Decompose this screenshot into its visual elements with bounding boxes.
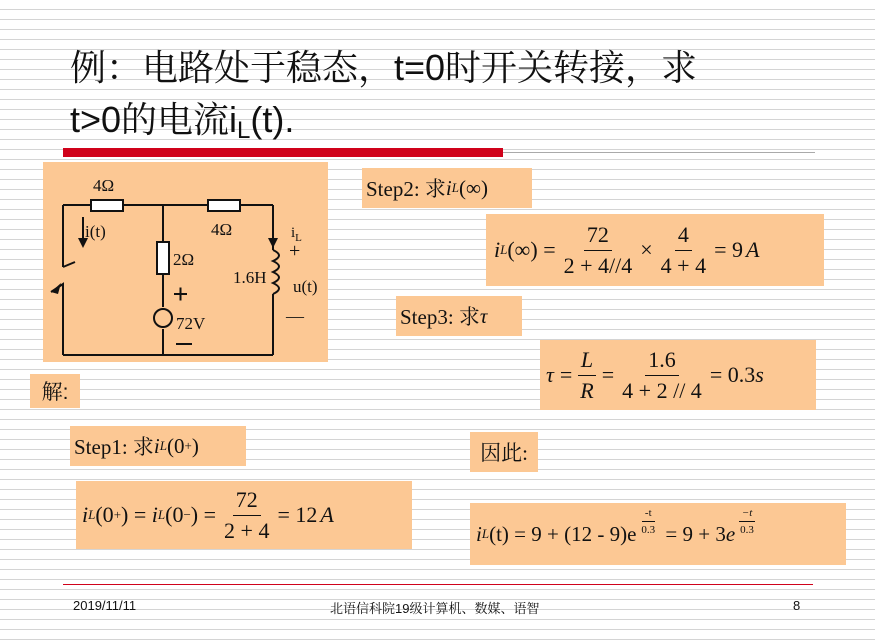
step2-eq-i: i bbox=[494, 237, 501, 262]
final-exponent-1 bbox=[638, 507, 658, 536]
step2-fraction-2 bbox=[658, 222, 709, 279]
footer-center-text: 北语信科院19级计算机、数媒、语智 bbox=[330, 601, 540, 616]
step2-eq-left: (∞) = bbox=[507, 237, 556, 262]
voltage-minus-label: — bbox=[286, 306, 304, 326]
final-eq-mid: = 9 + 3 bbox=[660, 521, 726, 546]
step1-eq-left-sub: + bbox=[113, 507, 122, 522]
step3-denominator-1: R bbox=[580, 377, 594, 403]
step3-fraction-1 bbox=[577, 347, 596, 404]
step1-eq-mid: ) = bbox=[121, 502, 152, 527]
step1-fraction bbox=[221, 487, 272, 544]
step3-eq-eq1: = bbox=[559, 362, 573, 387]
step1-eq-i2: i bbox=[151, 502, 158, 527]
step2-denominator-1: 2 + 4//4 bbox=[563, 252, 633, 278]
final-eq-left: (t) = 9 + (12 - 9)e bbox=[489, 521, 637, 546]
step3-equation bbox=[540, 340, 816, 410]
step1-expr-argsub: + bbox=[184, 438, 192, 453]
final-exp1-num: -t bbox=[642, 507, 655, 522]
step3-denominator-2: 4 + 2 // 4 bbox=[622, 377, 702, 403]
step1-eq-sub2: L bbox=[157, 507, 166, 522]
step1-eq-mid2: (0 bbox=[165, 502, 184, 527]
title-suffix: (t). bbox=[250, 99, 295, 140]
step1-eq-left: (0 bbox=[95, 502, 114, 527]
current-il-sub: L bbox=[295, 232, 302, 244]
step3-eq-eq2: = bbox=[601, 362, 615, 387]
step2-denominator-2: 4 + 4 bbox=[660, 252, 707, 278]
step2-expr-i: i bbox=[445, 175, 452, 200]
step2-fraction-1 bbox=[561, 222, 636, 279]
step1-unit: A bbox=[320, 502, 334, 527]
final-exp1-num-val: t bbox=[648, 507, 652, 519]
step3-numerator-1: L bbox=[578, 347, 596, 376]
step1-equation bbox=[76, 481, 412, 549]
step1-result: = 12 bbox=[277, 502, 318, 527]
resistor-mid-label: 4Ω bbox=[211, 220, 233, 239]
step1-expr-arg: (0 bbox=[167, 433, 185, 458]
voltage-u-label: u(t) bbox=[293, 277, 318, 296]
footer-rule bbox=[63, 584, 813, 585]
step1-eq-sub1: L bbox=[88, 507, 96, 522]
source-label: 72V bbox=[176, 314, 206, 333]
step1-eq-i1: i bbox=[82, 502, 89, 527]
page-title-line-1: 例：电路处于稳态，t=0时开关转接，求 bbox=[70, 47, 698, 88]
step1-expr-i: i bbox=[153, 433, 160, 458]
step1-eq-mid3: ) = bbox=[190, 502, 217, 527]
title-prefix: t>0的电流i bbox=[70, 99, 238, 140]
step2-equation bbox=[486, 214, 824, 286]
step2-unit: A bbox=[746, 237, 760, 262]
title-rule bbox=[503, 152, 815, 153]
step1-eq-mid2-sub: − bbox=[183, 507, 191, 522]
step1-expr-sub: L bbox=[159, 438, 167, 453]
step2-result: = 9 bbox=[714, 237, 744, 262]
current-il-main: i bbox=[291, 225, 296, 241]
step2-label bbox=[362, 168, 532, 208]
step1-expr-close: ) bbox=[191, 433, 199, 458]
step2-eq-sub: L bbox=[500, 242, 508, 257]
current-i-label: i(t) bbox=[85, 222, 106, 241]
step3-label-text: Step3: 求 bbox=[400, 305, 480, 329]
step3-fraction-2 bbox=[619, 347, 705, 404]
therefore-label: 因此: bbox=[470, 432, 538, 472]
step3-label bbox=[396, 296, 522, 336]
final-exponent-2 bbox=[737, 507, 757, 536]
final-eq-e: e bbox=[725, 521, 736, 546]
step1-label-text: Step1: 求 bbox=[74, 435, 154, 459]
final-exp1-den: 0.3 bbox=[641, 524, 656, 536]
step1-denominator: 2 + 4 bbox=[224, 517, 270, 543]
step1-label bbox=[70, 426, 246, 466]
final-exp2-num: −t bbox=[739, 507, 756, 522]
final-exp2-num-val: t bbox=[749, 507, 753, 519]
inductor-label: 1.6H bbox=[233, 268, 267, 287]
resistor-left-label: 2Ω bbox=[173, 250, 195, 269]
step3-unit: s bbox=[755, 362, 764, 387]
step2-expr-sub: L bbox=[451, 180, 459, 195]
step2-numerator-1: 72 bbox=[584, 222, 612, 251]
circuit-svg bbox=[43, 162, 328, 362]
voltage-plus-label: + bbox=[289, 240, 301, 262]
title-underline bbox=[63, 148, 503, 157]
final-exp2-den: 0.3 bbox=[740, 524, 754, 536]
step2-times: × bbox=[640, 237, 653, 262]
final-equation bbox=[470, 503, 846, 565]
footer-page-number: 8 bbox=[793, 598, 801, 613]
step2-numerator-2: 4 bbox=[675, 222, 692, 251]
step3-eq-tau: τ bbox=[546, 362, 554, 387]
title-subscript: L bbox=[237, 117, 251, 144]
solution-label: 解: bbox=[30, 374, 80, 408]
step3-tau: τ bbox=[479, 303, 488, 328]
step1-numerator: 72 bbox=[233, 487, 261, 516]
step2-label-text: Step2: 求 bbox=[366, 177, 446, 201]
footer-date: 2019/11/11 bbox=[73, 598, 137, 613]
step3-numerator-2: 1.6 bbox=[645, 347, 679, 376]
resistor-top-label: 4Ω bbox=[93, 176, 115, 195]
page-title-line-2 bbox=[70, 100, 294, 151]
step2-expr-arg: (∞) bbox=[459, 175, 488, 200]
step3-result: = 0.3 bbox=[709, 362, 756, 387]
final-eq-sub: L bbox=[481, 526, 490, 541]
circuit-diagram bbox=[43, 162, 328, 362]
final-eq-i: i bbox=[476, 521, 482, 546]
